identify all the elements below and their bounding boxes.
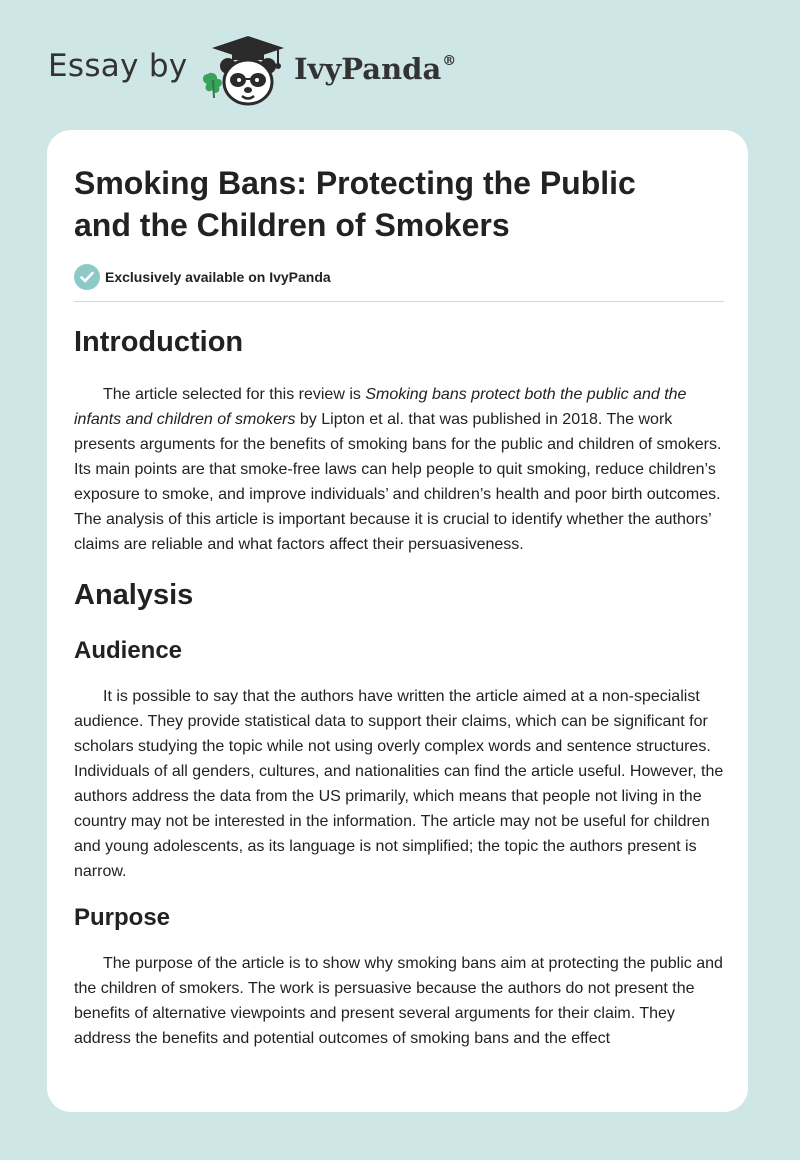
panda-graduate-icon[interactable] [198,30,290,108]
ivy-leaf-icon [203,73,222,98]
analysis-heading: Analysis [74,579,194,611]
page-title [74,162,724,246]
check-circle-icon [74,264,100,290]
site-header [0,0,800,130]
title-line-1: Smoking Bans: Protecting the Public [74,165,636,201]
intro-heading: Introduction [74,326,244,358]
divider [74,301,724,302]
essay-card [47,130,748,1112]
exclusive-badge [74,264,724,290]
title-line-2: and the Children of Smokers [74,207,510,243]
audience-heading: Audience [74,637,183,664]
brand-name[interactable]: IvyPanda® [294,52,457,86]
exclusive-label: Exclusively available on IvyPanda [105,269,331,285]
purpose-paragraph: The purpose of the article is to show why smoking bans aim at protecting the public and the children of smokers. The work is persuasive because the authors do not present the benefits of alternative viewpoints and present several arguments for their claim. They address the benefits and potential outcomes of smoking bans and the effect [74,955,723,1047]
essay-content [74,162,724,1051]
registered-mark: ® [442,53,457,69]
audience-paragraph: It is possible to say that the authors have written the article aimed at a non-specialist audience. They provide statistical data to support their claims, which can be significant for scholars studying the topic while not using overly complex words and sentence structures. Individuals of all genders, cultures, and nationalities can find the article useful. However, the authors address the data from the US primarily, which means that people not living in the country may not be interested in the information. The article may not be useful for children and young adolescents, as its language is not simplified; the topic the authors present is narrow. [74,688,724,880]
purpose-heading: Purpose [74,904,171,931]
intro-paragraph: The article selected for this review is Smoking bans protect both the public and the infants and children of smokers by Lipton et al. that was published in 2018. The work presents arguments for the benefits of smoking bans for the public and children of smokers. Its main points are that smoke-free laws can help people to quit smoking, reduce children’s exposure to smoke, and improve individuals’ and children’s health and poor birth outcomes. The analysis of this article is important because it is crucial to identify whether the authors’ claims are reliable and what factors affect their persuasiveness. [74,386,722,553]
essay-by-label: Essay by [48,48,188,84]
article-title-italic: Smoking bans protect both the public and the infants and children of smokers [74,386,687,428]
